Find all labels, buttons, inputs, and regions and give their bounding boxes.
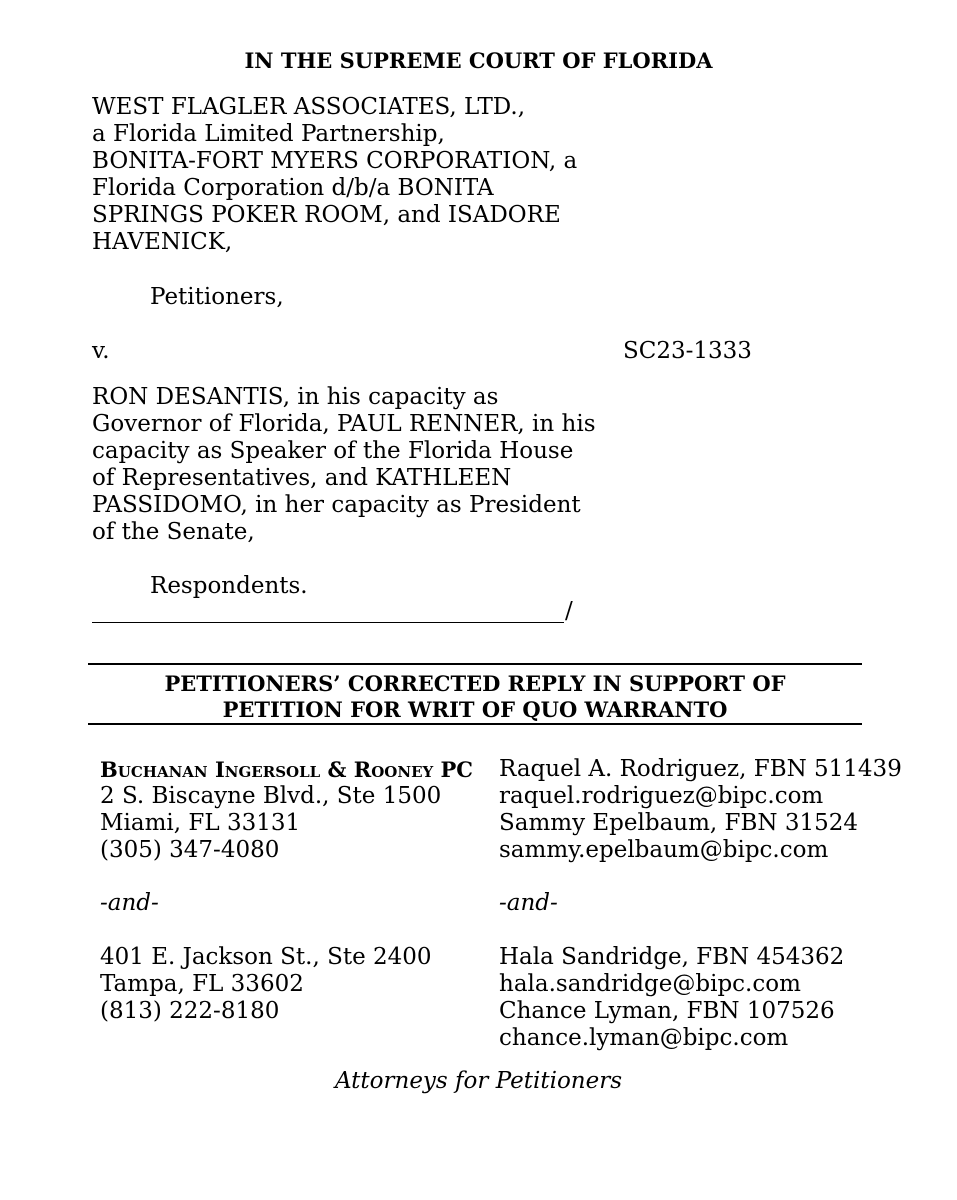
- petitioners-block: [92, 94, 577, 256]
- document-title-line2: PETITION FOR WRIT OF QUO WARRANTO: [222, 697, 728, 722]
- caption-underline: [92, 622, 564, 623]
- petitioner-line: SPRINGS POKER ROOM, and ISADORE: [92, 202, 561, 228]
- petitioners-role: Petitioners,: [150, 284, 284, 310]
- attorney-email: chance.lyman@bipc.com: [499, 1025, 789, 1051]
- firm-name: Buchanan Ingersoll & Rooney PC: [100, 757, 474, 782]
- attorneys-and-label: -and-: [499, 890, 558, 916]
- caption-slash: /: [565, 598, 573, 624]
- title-rule-bottom: [88, 723, 862, 725]
- attorney-name: Hala Sandridge, FBN 454362: [499, 944, 845, 970]
- attorney-name: Sammy Epelbaum, FBN 31524: [499, 810, 859, 836]
- firm-phone: (813) 222-8180: [100, 998, 280, 1024]
- respondent-line: Governor of Florida, PAUL RENNER, in his: [92, 411, 596, 437]
- respondent-line: RON DESANTIS, in his capacity as: [92, 384, 499, 410]
- respondent-line: of Representatives, and KATHLEEN: [92, 465, 512, 491]
- petitioner-line: BONITA-FORT MYERS CORPORATION, a: [92, 148, 578, 174]
- firm-address-line: 401 E. Jackson St., Ste 2400: [100, 944, 432, 970]
- firm-address-line: Miami, FL 33131: [100, 810, 301, 836]
- petitioner-line: a Florida Limited Partnership,: [92, 121, 445, 147]
- firm-phone: (305) 347-4080: [100, 837, 280, 863]
- attorney-email: raquel.rodriguez@bipc.com: [499, 783, 824, 809]
- versus-label: v.: [92, 338, 110, 364]
- firm-block: [100, 756, 473, 864]
- petitioner-line: HAVENICK,: [92, 229, 233, 255]
- attorney-name: Raquel A. Rodriguez, FBN 511439: [499, 756, 902, 782]
- attorney-email: sammy.epelbaum@bipc.com: [499, 837, 829, 863]
- attorneys-group1: [499, 756, 902, 864]
- respondents-block: [92, 384, 596, 546]
- title-rule-top: [88, 663, 862, 665]
- respondents-role: Respondents.: [150, 573, 308, 599]
- respondent-line: capacity as Speaker of the Florida House: [92, 438, 574, 464]
- attorney-name: Chance Lyman, FBN 107526: [499, 998, 835, 1024]
- firm-address-line: Tampa, FL 33602: [100, 971, 304, 997]
- petitioner-line: WEST FLAGLER ASSOCIATES, LTD.,: [92, 94, 526, 120]
- firm-address-line: 2 S. Biscayne Blvd., Ste 1500: [100, 783, 442, 809]
- case-number: SC23-1333: [623, 338, 752, 364]
- document-title-line1: PETITIONERS’ CORRECTED REPLY IN SUPPORT OF: [164, 671, 786, 696]
- respondent-line: PASSIDOMO, in her capacity as President: [92, 492, 581, 518]
- petitioner-line: Florida Corporation d/b/a BONITA: [92, 175, 494, 201]
- attorneys-group2: [499, 944, 844, 1052]
- firm-and-label: -and-: [100, 890, 159, 916]
- court-heading: IN THE SUPREME COURT OF FLORIDA: [244, 48, 713, 73]
- respondent-line: of the Senate,: [92, 519, 255, 545]
- attorneys-for-label: Attorneys for Petitioners: [334, 1068, 623, 1094]
- attorney-email: hala.sandridge@bipc.com: [499, 971, 801, 997]
- firm-office2-block: [100, 944, 432, 1025]
